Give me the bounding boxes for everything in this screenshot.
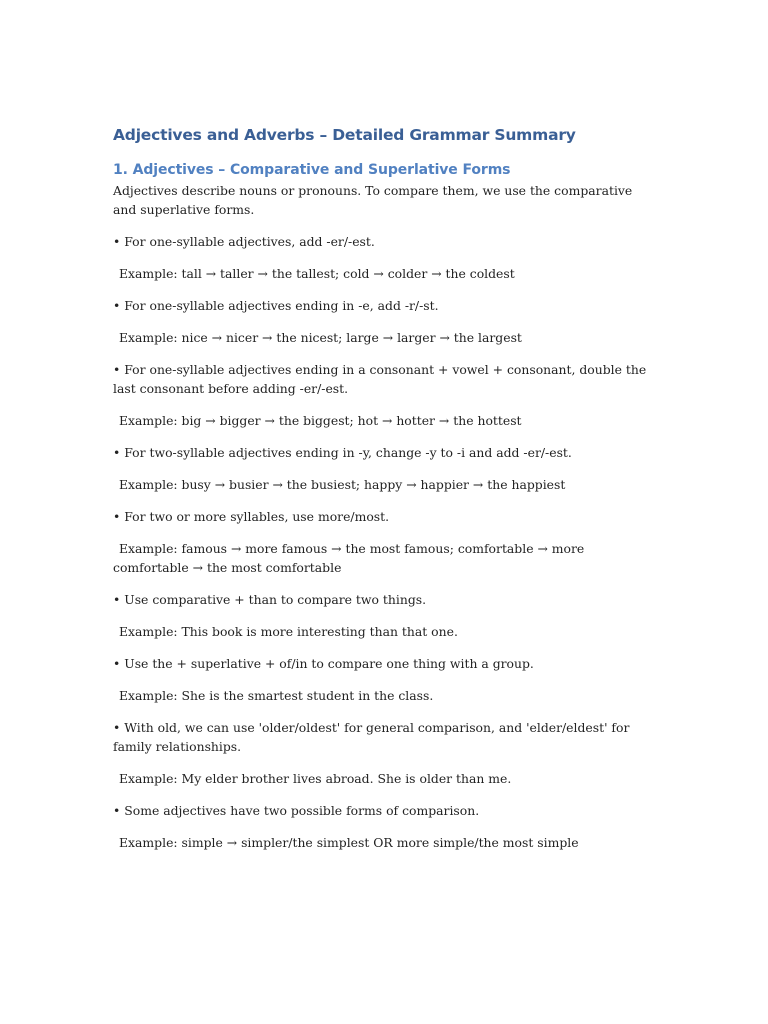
list-item <box>113 232 658 283</box>
list-item <box>113 360 658 430</box>
rule-text: • Use comparative + than to compare two things. <box>113 592 427 607</box>
example-text: Example: famous → more famous → the most famous; comfortable → more comfortable → the most comfortable <box>113 541 585 575</box>
example-text: Example: She is the smartest student in the class. <box>119 688 434 703</box>
example-text: Example: busy → busier → the busiest; happy → happier → the happiest <box>119 477 566 492</box>
section-intro: Adjectives describe nouns or pronouns. To compare them, we use the comparative and superlative forms. <box>113 183 633 217</box>
list-item <box>113 801 658 852</box>
example-text: Example: This book is more interesting than that one. <box>119 624 458 639</box>
example-text: Example: tall → taller → the tallest; cold → colder → the coldest <box>119 266 515 281</box>
rule-text: • With old, we can use 'older/oldest' for general comparison, and 'elder/eldest' for family relationships. <box>113 720 630 754</box>
document-content <box>113 124 658 865</box>
list-item <box>113 590 658 641</box>
rule-text: • For two or more syllables, use more/most. <box>113 509 390 524</box>
section-heading-adjectives: 1. Adjectives – Comparative and Superlative Forms <box>113 162 511 178</box>
rule-text: • For two-syllable adjectives ending in -y, change -y to -i and add -er/-est. <box>113 445 572 460</box>
document-title: Adjectives and Adverbs – Detailed Grammar Summary <box>113 126 576 144</box>
rule-text: • For one-syllable adjectives ending in a consonant + vowel + consonant, double the last consonant before adding -er/-est. <box>113 362 647 396</box>
list-item <box>113 296 658 347</box>
list-item <box>113 443 658 494</box>
example-text: Example: simple → simpler/the simplest OR more simple/the most simple <box>119 835 579 850</box>
list-item <box>113 654 658 705</box>
list-item <box>113 507 658 577</box>
example-text: Example: nice → nicer → the nicest; large → larger → the largest <box>119 330 522 345</box>
rule-text: • Some adjectives have two possible forms of comparison. <box>113 803 480 818</box>
example-text: Example: big → bigger → the biggest; hot → hotter → the hottest <box>119 413 522 428</box>
example-text: Example: My elder brother lives abroad. She is older than me. <box>119 771 512 786</box>
list-item <box>113 718 658 788</box>
rule-text: • For one-syllable adjectives ending in -e, add -r/-st. <box>113 298 439 313</box>
rule-text: • For one-syllable adjectives, add -er/-est. <box>113 234 375 249</box>
rules-list <box>113 232 658 852</box>
rule-text: • Use the + superlative + of/in to compare one thing with a group. <box>113 656 534 671</box>
